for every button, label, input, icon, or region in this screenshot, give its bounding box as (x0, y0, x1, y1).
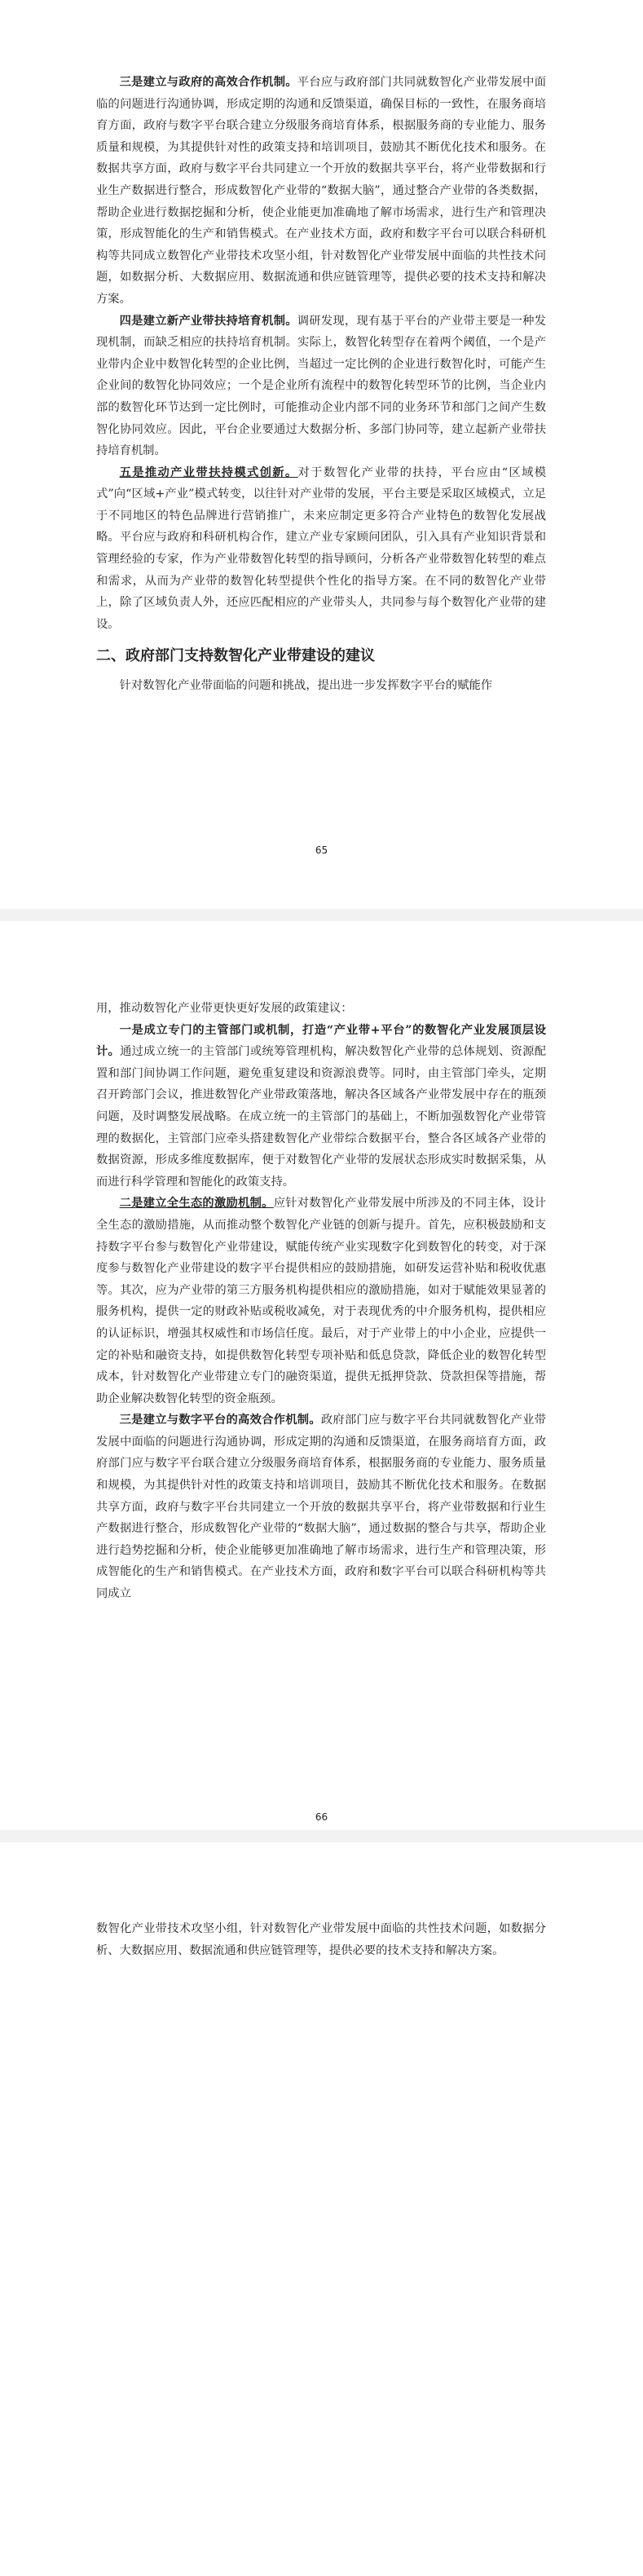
paragraph (96, 72, 546, 311)
paragraph (96, 1409, 546, 1604)
paragraph-text: 政府部门应与数字平台共同就数智化产业带发展中面临的问题进行沟通协调，形成定期的沟通和反馈渠道，在服务商培育方面，政府部门应与数字平台联合建立分级服务商培育体系，根据服务商的专业能力、服务质量和规模，为其提供针对性的政策支持和培训项目，鼓励其不断优化技术和服务。在数据共享方面，政府与数字平台共同建立一个开放的数据共享平台，将产业带数据和行业生产数据进行整合，形成数智化产业带的“数据大脑”，通过数据的整合与共享，帮助企业进行趋势挖掘和分析，使企业能够更加准确地了解市场需求，进行生产和管理决策，形成智能化的生产和销售模式。在产业技术方面，政府和数字平台可以联合科研机构等共同成立 (96, 1414, 546, 1601)
paragraph: 用，推动数智化产业带更快更好发展的政策建议： (96, 1002, 353, 1015)
page-67 (0, 1842, 643, 2576)
section-heading: 二、政府部门支持数智化产业带建设的建议 (96, 647, 375, 665)
paragraph-text: 调研发现，现有基于平台的产业带主要是一种发现机制，而缺乏相应的扶持培育机制。实际上，数智化转型存在着两个阈值，一个是产业带内企业中数智化转型的企业比例，当超过一定比例的企业进行数智化时，可能产生企业间的数智化协同效应；一个是企业所有流程中的数智化转型环节的比例，当企业内部的数智化环节达到一定比例时，可能推动企业内部不同的业务环节和部门之间产生数智化协同效应。因此，平台企业要通过大数据分析、多部门协同等，建立起新产业带扶持培育机制。 (96, 314, 547, 458)
paragraph-lead: 五是推动产业带扶持模式创新。 (119, 465, 298, 479)
paragraph-text: 对于数智化产业带的扶持，平台应由“区域模式”向“区域+产业”模式转变，以往针对产业带的发展，平台主要是采取区域模式，立足于不同地区的特色品牌进行营销推广，未来应制定更多符合产业特色的数智化发展战略。平台应与政府和科研机构合作，建立产业专家顾问团队，引入具有产业知识背景和管理经验的专家，作为产业带数智化转型的指导顾问，分析各产业带数智化转型的难点和需求，从而为产业带的数智化转型提供个性化的指导方案。在不同的数智化产业带上，除了区域负责人外，还应匹配相应的产业带头人，共同参与每个数智化产业带的建设。 (96, 465, 546, 631)
paragraph (96, 1193, 546, 1409)
paragraph-lead: 一是成立专门的主管部门或机制，打造“产业带+平台”的数智化产业发展顶层设计。 (96, 1023, 546, 1059)
page-body (96, 72, 546, 697)
paragraph-text: 平台应与政府部门共同就数智化产业带发展中面临的问题进行沟通协调，形成定期的沟通和反馈渠道，确保目标的一致性，在服务商培育方面，政府与数字平台联合建立分级服务商培育体系，根据服务商的专业能力、服务质量和规模，为其提供针对性的政策支持和培训项目，鼓励其不断优化技术和服务。在数据共享方面，政府与数字平台共同建立一个开放的数据共享平台，将产业带数据和行业生产数据进行整合，形成数智化产业带的“数据大脑”，通过整合产业带的各类数据，帮助企业进行数据挖掘和分析，使企业能更加准确地了解市场需求，进行生产和管理决策，形成智能化的生产和销售模式。在产业技术方面，政府和数字平台可以联合科研机构等共同成立数智化产业带技术攻坚小组，针对数智化产业带发展中面临的共性技术问题，如数据分析、大数据应用、数据流通和供应链管理等，提供必要的技术支持和解决方案。 (96, 76, 547, 306)
paragraph: 数智化产业带技术攻坚小组，针对数智化产业带发展中面临的共性技术问题，如数据分析、大数据应用、数据流通和供应链管理等，提供必要的技术支持和解决方案。 (96, 1922, 546, 1957)
paragraph-lead: 四是建立新产业带扶持培育机制。 (119, 314, 297, 328)
paragraph-lead: 三是建立与数字平台的高效合作机制。 (119, 1414, 321, 1427)
page-number: 65 (315, 845, 328, 856)
paragraph-lead: 三是建立与政府的高效合作机制。 (119, 76, 297, 89)
paragraph: 针对数智化产业带面临的问题和挑战，提出进一步发挥数字平台的赋能作 (119, 679, 493, 693)
page-65 (0, 0, 643, 909)
paragraph-text: 应针对数智化产业带发展中所涉及的不同主体，设计全生态的激励措施，从而推动整个数智化产业链的创新与提升。首先，应积极鼓励和支持数字平台参与数智化产业带建设，赋能传统产业实现数字化到数智化的转变，对于深度参与数智化产业带建设的数字平台提供相应的鼓励措施，如研发运营补贴和税收优惠等。其次，应为产业带的第三方服务机构提供相应的激励措施，如对于赋能效果显著的服务机构，提供一定的财政补贴或税收减免，对于表现优秀的中介服务机构，提供相应的认证标识，增强其权威性和市场信任度。最后，对于产业带上的中小企业，应提供一定的补贴和融资支持，如提供数智化转型专项补贴和低息贷款，降低企业的数智化转型成本，针对数智化产业带建立专门的融资渠道，提供无抵押贷款、贷款担保等措施，帮助企业解决数智化转型的资金瓶颈。 (96, 1197, 547, 1405)
page-body (96, 998, 546, 1605)
page-number: 66 (315, 1811, 328, 1823)
page-66 (0, 921, 643, 1830)
page-body (96, 1918, 546, 1961)
paragraph (96, 462, 546, 636)
paragraph (96, 311, 546, 462)
paragraph (96, 1020, 546, 1193)
paragraph-text: 通过成立统一的主管部门或统筹管理机构，解决数智化产业带的总体规划、资源配置和部门间协调工作问题，避免重复建设和资源浪费等。同时，由主管部门牵头，定期召开跨部门会议，推进数智化产业带政策落地，解决各区域各产业带发展中存在的瓶颈问题，及时调整发展战略。在成立统一的主管部门的基础上，不断加强数智化产业带管理的数据化，主管部门应牵头搭建数智化产业带综合数据平台，整合各区域各产业带的数据资源，形成多维度数据库，便于对数智化产业带的发展状态形成实时数据采集，从而进行科学管理和智能化的政策支持。 (96, 1045, 547, 1189)
paragraph-lead: 二是建立全生态的激励机制。 (119, 1197, 274, 1211)
